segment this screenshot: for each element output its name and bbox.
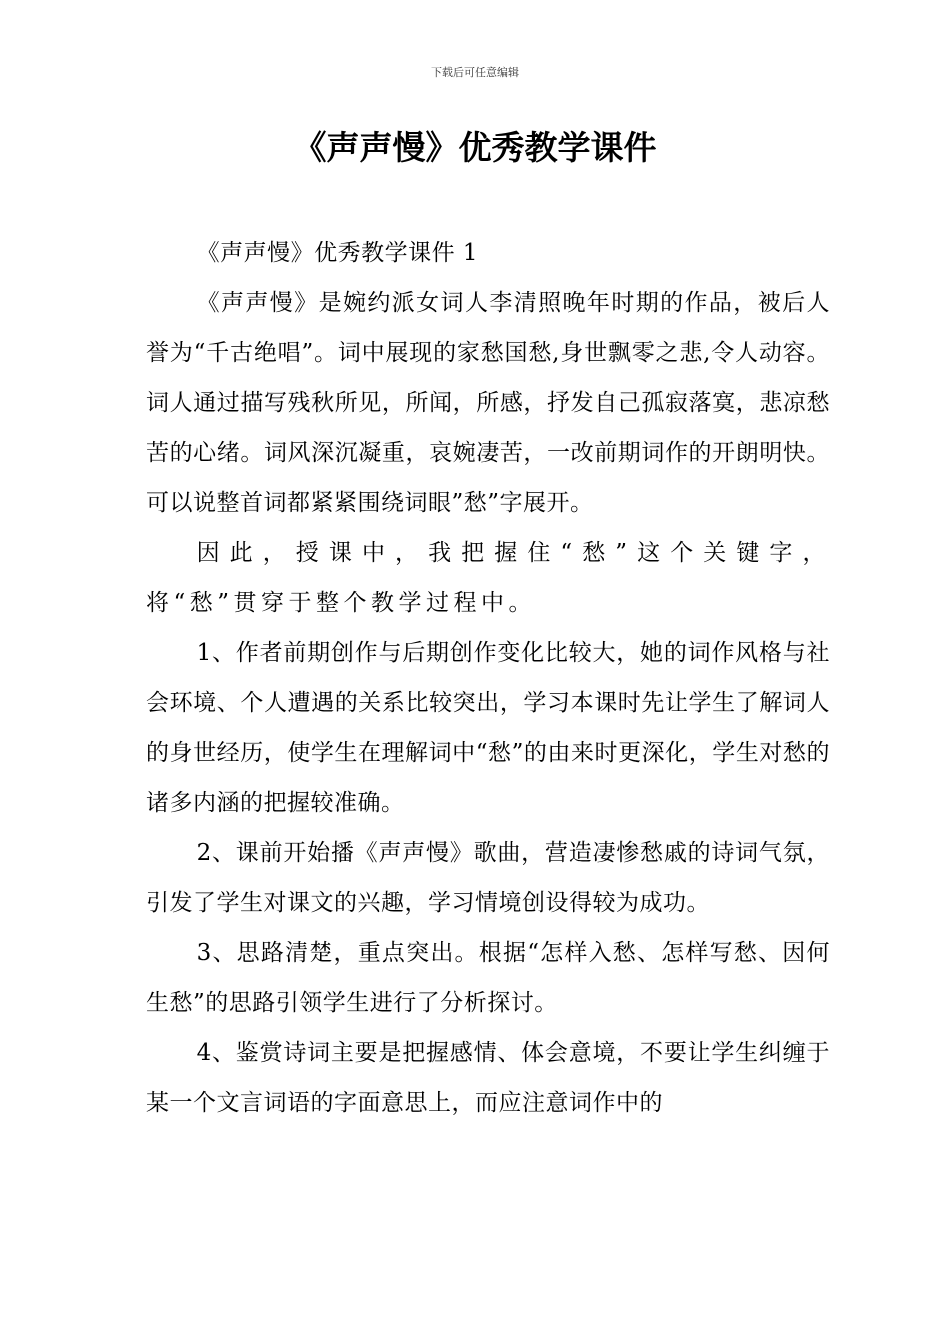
document-body [146, 228, 830, 1128]
header-note: 下载后可任意编辑 [431, 66, 519, 79]
paragraph-point-4: 4、鉴赏诗词主要是把握感情、体会意境，不要让学生纠缠于某一个文言词语的字面意思上，而应注意词作中的 [146, 1040, 830, 1116]
paragraph-focus: 因此，授课中，我把握住“愁”这个关键字，将“愁”贯穿于整个教学过程中。 [146, 540, 830, 616]
paragraph-point-3: 3、思路清楚，重点突出。根据“怎样入愁、怎样写愁、因何生愁”的思路引领学生进行了分析探讨。 [146, 940, 830, 1016]
document-title: 《声声慢》优秀教学课件 [293, 128, 657, 167]
paragraph-intro: 《声声慢》是婉约派女词人李清照晚年时期的作品，被后人誉为“千古绝唱”。词中展现的家愁国愁,身世飘零之悲,令人动容。词人通过描写残秋所见，所闻，所感，抒发自己孤寂落寞，悲凉愁苦的心绪。词风深沉凝重，哀婉凄苦，一改前期词作的开朗明快。可以说整首词都紧紧围绕词眼”愁”字展开。 [146, 290, 830, 516]
paragraph-point-2: 2、课前开始播《声声慢》歌曲，营造凄惨愁戚的诗词气氛，引发了学生对课文的兴趣，学习情境创设得较为成功。 [146, 840, 830, 916]
paragraph-point-1: 1、作者前期创作与后期创作变化比较大，她的词作风格与社会环境、个人遭遇的关系比较突出，学习本课时先让学生了解词人的身世经历，使学生在理解词中“愁”的由来时更深化，学生对愁的诸多内涵的把握较准确。 [146, 640, 830, 816]
paragraph-subtitle: 《声声慢》优秀教学课件 1 [196, 240, 479, 266]
